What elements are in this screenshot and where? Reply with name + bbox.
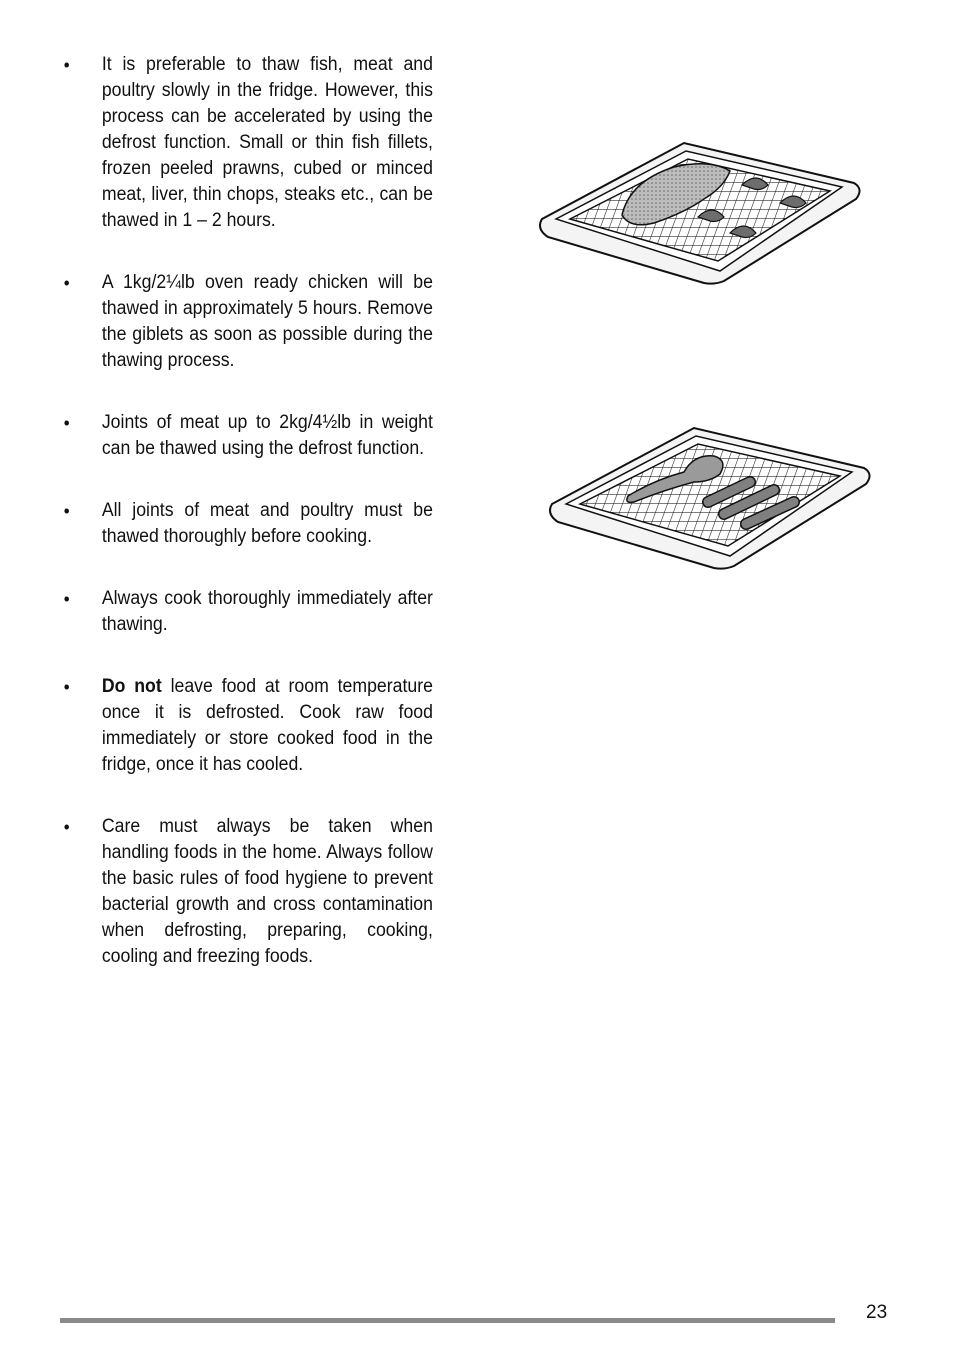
bullet-text: Care must always be taken when handling foods in the home. Always follow the basic rules of food hygiene to prevent bacterial growth and cross contamination when defrosting, preparing, cooking, cooling and freezing foods. xyxy=(101,816,433,967)
bullet-item xyxy=(60,586,433,638)
bullet-marker: • xyxy=(63,589,70,609)
grill-pan-fish-prawns-illustration xyxy=(534,137,868,287)
bullet-item xyxy=(60,52,433,234)
bullet-item xyxy=(60,410,433,462)
bullet-marker: • xyxy=(63,817,70,837)
bullet-text: Always cook thoroughly immediately after thawing. xyxy=(101,588,433,635)
bullet-marker: • xyxy=(63,273,70,293)
bullet-text: All joints of meat and poultry must be thawed thoroughly before cooking. xyxy=(101,500,433,547)
bullet-item xyxy=(60,498,433,550)
bullet-marker: • xyxy=(63,677,70,697)
bullet-text: A 1kg/2¼lb oven ready chicken will be thawed in approximately 5 hours. Remove the giblets as soon as possible during the thawing process. xyxy=(101,272,433,371)
bullet-bold: Do not xyxy=(101,676,162,697)
bullet-marker: • xyxy=(63,501,70,521)
bullet-item xyxy=(60,270,433,374)
footer-rule xyxy=(60,1318,835,1323)
bullet-marker: • xyxy=(63,413,70,433)
page-number: 23 xyxy=(866,1302,888,1323)
bullet-text: leave food at room temperature once it is defrosted. Cook raw food immediately or store cooked food in the fridge, once it has cooled. xyxy=(101,676,433,775)
bullet-text: Joints of meat up to 2kg/4½lb in weight can be thawed using the defrost function. xyxy=(101,412,433,459)
grill-pan-chop-sausages-illustration xyxy=(544,422,878,572)
bullet-marker: • xyxy=(63,55,70,75)
bullet-item xyxy=(60,674,433,778)
bullet-list xyxy=(60,52,440,970)
bullet-item xyxy=(60,814,433,970)
bullet-text: It is preferable to thaw fish, meat and poultry slowly in the fridge. However, this process can be accelerated by using the defrost function. Small or thin fish fillets, frozen peeled prawns, cubed or minced meat, liver, thin chops, steaks etc., can be thawed in 1 – 2 hours. xyxy=(101,54,433,231)
